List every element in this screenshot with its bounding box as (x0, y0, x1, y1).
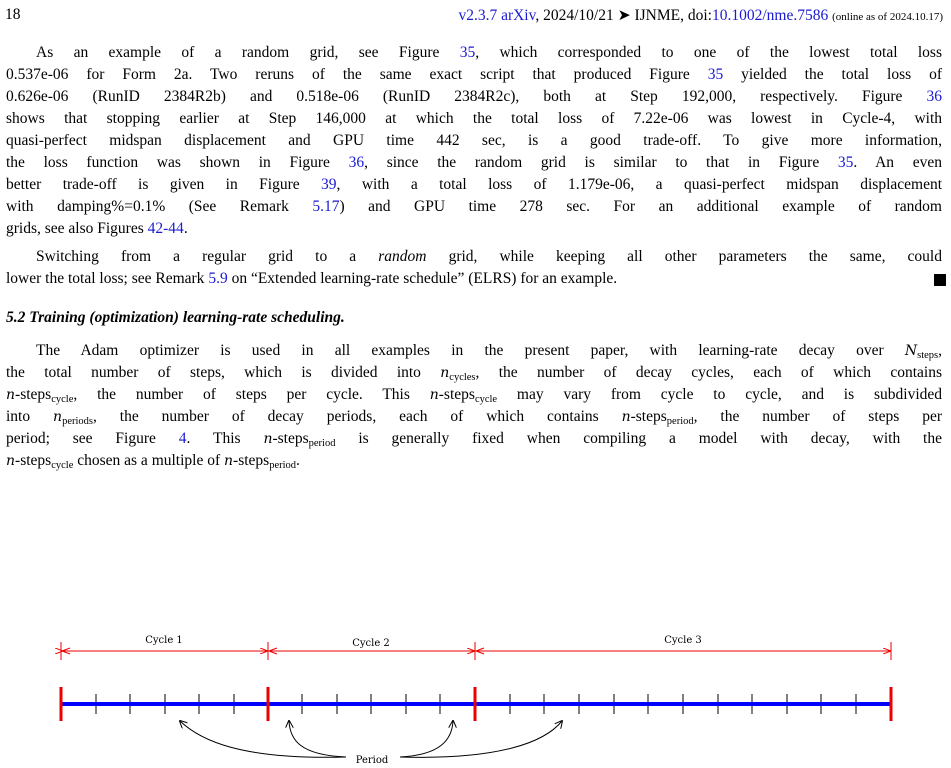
figure-35-link[interactable]: 35 (707, 66, 724, 83)
figure-35-link[interactable]: 35 (459, 44, 476, 61)
period-arrow-2 (289, 721, 346, 757)
para1-line-3: 0.626e-06 (RunID 2384R2b) and 0.518e-06 (RunID 2384R2c), both at Step 192,000, respectively. Figure 36 (6, 88, 942, 105)
paragraph-switching (6, 246, 942, 290)
paragraph-adam-optimizer (6, 340, 942, 472)
period-label: Period (355, 755, 389, 766)
section-heading: 5.2 Training (optimization) learning-rate scheduling. (6, 309, 345, 326)
figures-42-44-link[interactable]: 42-44 (147, 220, 184, 237)
para3-line-2: the total number of steps, which is divided into $n_{cycles}$, the number of decay cycles, each of which contains (6, 364, 942, 383)
period-arrow-3 (400, 721, 453, 757)
period-arrow-4 (400, 721, 562, 757)
doi-link[interactable]: 10.1002/nme.7586 (711, 7, 829, 24)
para3-line-4: into $n_{periods}$, the number of decay periods, each of which contains n-steps$_{period}$, the number of steps per (6, 408, 942, 427)
cycle-2-label: Cycle 2 (352, 638, 390, 649)
version-link[interactable]: v2.3.7 arXiv (458, 7, 536, 24)
para1-line-2: 0.537e-06 for Form 2a. Two reruns of the same exact script that produced Figure 35 yielded the total loss of (6, 66, 943, 83)
cycle-1-label: Cycle 1 (145, 635, 183, 646)
para1-line-6: the loss function was shown in Figure 36, since the random grid is similar to that in Figure 35. An even (6, 154, 942, 171)
figure-36-link[interactable]: 36 (348, 154, 365, 171)
end-of-remark-mark (934, 274, 946, 286)
para1-line-8: with damping%=0.1% (See Remark 5.17) and GPU time 278 sec. For an additional example of random (6, 198, 942, 215)
period-arrow-1 (180, 721, 346, 757)
para1-line-5: quasi-perfect midspan displacement and GPU time 442 sec, is a good trade-off. To give more information, (6, 132, 942, 149)
para1-line-1: As an example of a random grid, see Figure 35, which corresponded to one of the lowest total loss (36, 44, 942, 61)
figure-4-link[interactable]: 4 (178, 430, 187, 447)
period-arrows (180, 721, 562, 757)
learning-rate-schedule-figure (0, 590, 951, 768)
figure-36-link[interactable]: 36 (926, 88, 942, 105)
para3-line-5: period; see Figure 4. This n-steps$_{period}$ is generally fixed when compiling a model with decay, with the (6, 430, 942, 449)
cycle-3-label: Cycle 3 (664, 635, 702, 646)
page-number: 18 (5, 6, 21, 23)
date-venue: , 2024/10/21 ➤ IJNME, doi: (535, 7, 712, 24)
para2-line-1: Switching from a regular grid to a random grid, while keeping all other parameters the same, could (36, 248, 942, 265)
page-header (5, 6, 943, 26)
figure-35-link[interactable]: 35 (837, 154, 854, 171)
para1-line-4: shows that stopping earlier at Step 146,000 at which the total loss of 7.22e-06 was lowest in Cycle-4, with (6, 110, 942, 127)
remark-5-9-link[interactable]: 5.9 (208, 270, 228, 287)
header-info (458, 6, 943, 25)
para3-line-3: n-steps$_{cycle}$, the number of steps per cycle. This n-steps$_{cycle}$ may vary from cycle to cycle, and is subdivided (6, 386, 943, 405)
paragraph-random-grid (6, 42, 942, 240)
remark-5-17-link[interactable]: 5.17 (312, 198, 340, 215)
para3-line-1: The Adam optimizer is used in all examples in the present paper, with learning-rate decay over $N_{steps}$, (36, 342, 942, 361)
para2-line-2: lower the total loss; see Remark 5.9 on “Extended learning-rate schedule” (ELRS) for an example. (6, 270, 618, 287)
para1-line-7: better trade-off is given in Figure 39, with a total loss of 1.179e-06, a quasi-perfect midspan displacement (6, 176, 943, 193)
figure-39-link[interactable]: 39 (321, 176, 337, 193)
para1-line-9: grids, see also Figures 42-44. (6, 220, 188, 237)
online-note: (online as of 2024.10.17) (832, 11, 943, 23)
para3-line-6: n-steps$_{cycle}$ chosen as a multiple of n-steps$_{period}$. (6, 452, 300, 471)
